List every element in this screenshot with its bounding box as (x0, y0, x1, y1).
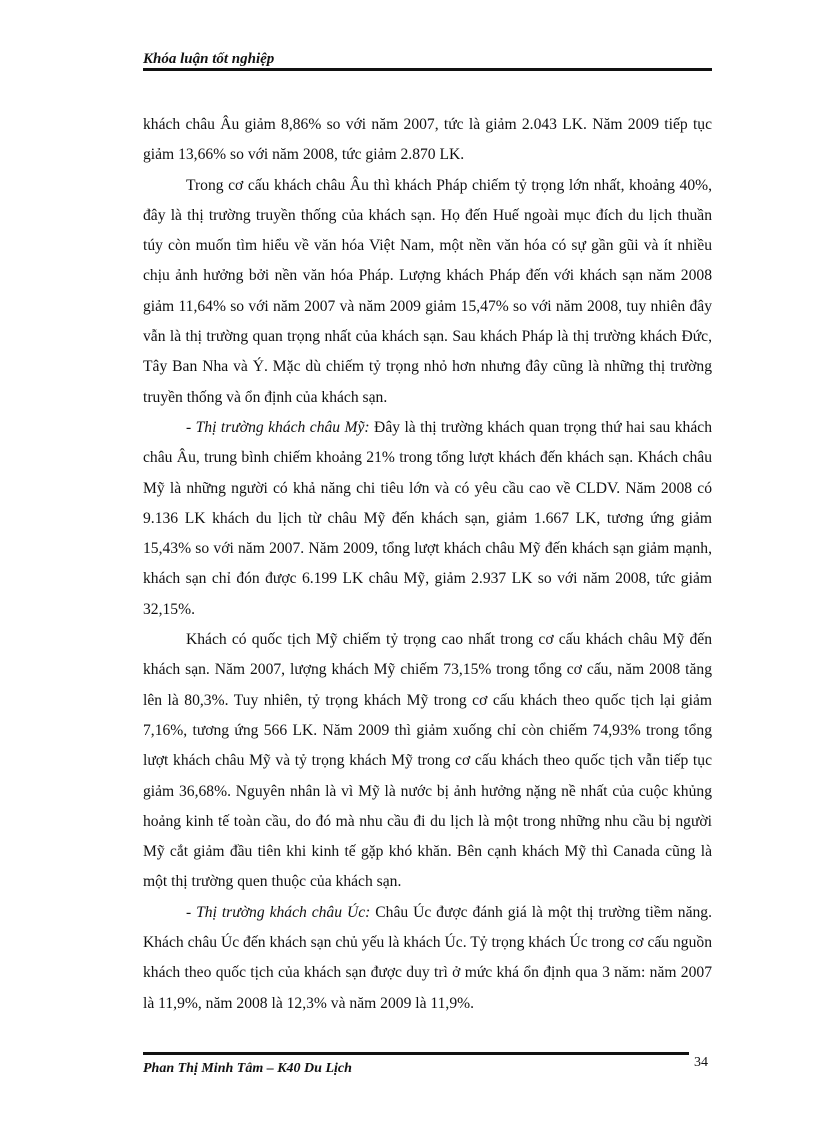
paragraph-4: Khách có quốc tịch Mỹ chiếm tỷ trọng cao nhất trong cơ cấu khách châu Mỹ đến khách sạn. Năm 2007, lượng khách Mỹ chiếm 73,15% trong tổng cơ cấu, năm 2008 tăng lên là 80,3%. Tuy nhiên, tỷ trọng khách Mỹ trong cơ cấu khách theo quốc tịch lại giảm 7,16%, tương ứng 566 LK. Năm 2009 thì giảm xuống chỉ còn chiếm 74,93% trong tổng lượt khách châu Mỹ và tỷ trọng khách Mỹ trong cơ cấu khách theo quốc tịch vẫn tiếp tục giảm 36,68%. Nguyên nhân là vì Mỹ là nước bị ảnh hưởng nặng nề nhất của cuộc khủng hoảng kinh tế toàn cầu, do đó mà nhu cầu đi du lịch là một trong những nhu cầu bị người Mỹ cắt giảm đầu tiên khi kinh tế gặp khó khăn. Bên cạnh khách Mỹ thì Canada cũng là một thị trường quen thuộc của khách sạn. (143, 631, 712, 891)
paragraph-5-text: Châu Úc được đánh giá là một thị trường tiềm năng. Khách châu Úc đến khách sạn chủ yếu là khách Úc. Tỷ trọng khách Úc trong cơ cấu nguồn khách theo quốc tịch của khách sạn được duy trì ở mức khá ổn định qua 3 năm: năm 2007 là 11,9%, năm 2008 là 12,3% và năm 2009 là 11,9%. (143, 903, 712, 1012)
footer-author: Phan Thị Minh Tâm – K40 Du Lịch (143, 1061, 352, 1076)
paragraph-2: Trong cơ cấu khách châu Âu thì khách Pháp chiếm tỷ trọng lớn nhất, khoảng 40%, đây là thị trường truyền thống của khách sạn. Họ đến Huế ngoài mục đích du lịch thuần túy còn muốn tìm hiểu về văn hóa Việt Nam, một nền văn hóa có sự gần gũi và ít nhiều chịu ảnh hưởng bởi nền văn hóa Pháp. Lượng khách Pháp đến với khách sạn năm 2008 giảm 11,64% so với năm 2007 và năm 2009 giảm 15,47% so với năm 2008, tuy nhiên đây vẫn là thị trường quan trọng nhất của khách sạn. Sau khách Pháp là thị trường khách Đức, Tây Ban Nha và Ý. Mặc dù chiếm tỷ trọng nhỏ hơn nhưng đây cũng là những thị trường truyền thống và ổn định của khách sạn. (143, 176, 712, 406)
page-header (143, 50, 712, 68)
document-body (143, 110, 712, 1019)
paragraph-3-text: Đây là thị trường khách quan trọng thứ hai sau khách châu Âu, trung bình chiếm khoảng 21% trong tổng lượt khách đến khách sạn. Khách châu Mỹ là những người có khả năng chi tiêu lớn và có yêu cầu cao về CLDV. Năm 2008 có 9.136 LK khách du lịch từ châu Mỹ đến khách sạn, giảm 1.667 LK, tương ứng giảm 15,43% so với năm 2007. Năm 2009, tổng lượt khách châu Mỹ đến khách sạn giảm mạnh, khách sạn chỉ đón được 6.199 LK châu Mỹ, giảm 2.937 LK so với năm 2008, tức giảm 32,15%. (143, 418, 712, 618)
section-label-americas: - Thị trường khách châu Mỹ: (186, 418, 370, 436)
header-rule (143, 68, 712, 71)
header-title: Khóa luận tốt nghiệp (143, 51, 275, 67)
footer-rule (143, 1052, 689, 1055)
paragraph-1: khách châu Âu giảm 8,86% so với năm 2007, tức là giảm 2.043 LK. Năm 2009 tiếp tục giảm 13,66% so với năm 2008, tức giảm 2.870 LK. (143, 116, 712, 164)
paragraph-5 (143, 898, 712, 1019)
section-label-australia: - Thị trường khách châu Úc: (186, 903, 371, 921)
page-number: 34 (694, 1055, 708, 1070)
paragraph-3 (143, 413, 712, 625)
